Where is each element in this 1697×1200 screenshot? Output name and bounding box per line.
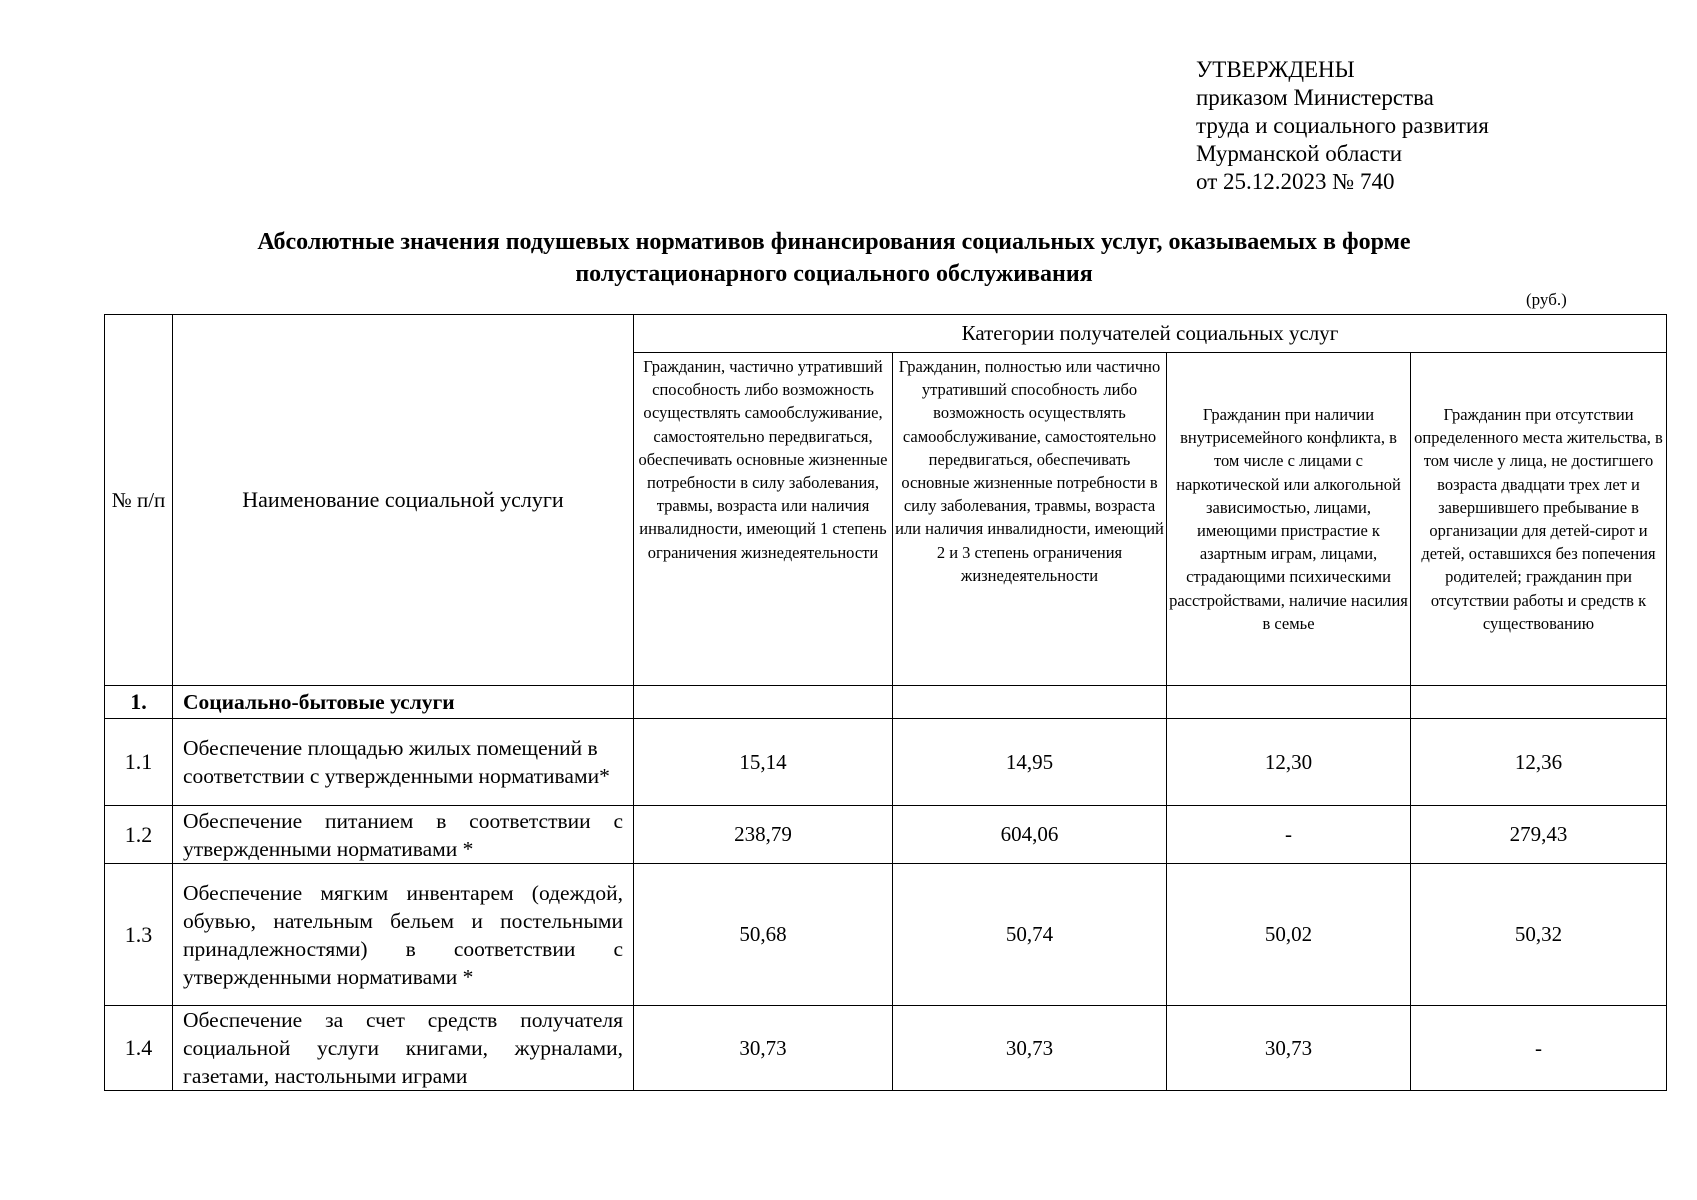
row-service-name: Обеспечение мягким инвентарем (одеждой, обувью, нательным бельем и постельными принадлежностями) в соответствии с утвержденными нормативами * <box>173 864 634 1006</box>
approval-stamp <box>1196 56 1489 196</box>
row-value: 50,74 <box>893 864 1167 1006</box>
approval-line: труда и социального развития <box>1196 113 1489 138</box>
title-line-1: Абсолютные значения подушевых нормативов финансирования социальных услуг, оказываемых в форме <box>257 229 1411 255</box>
row-service-name: Обеспечение питанием в соответствии с утвержденными нормативами * <box>173 806 634 864</box>
table-row <box>105 1006 1667 1091</box>
row-number: 1.4 <box>105 1006 173 1091</box>
header-category-2: Гражданин, полностью или частично утративший способность либо возможность осуществлять самообслуживание, самостоятельно передвигаться, обеспечивать основные жизненные потребности в силу заболевания, травмы, возраста или наличия инвалидности, имеющий 2 и 3 степень ограничения жизнедеятельности <box>893 353 1167 686</box>
currency-unit: (руб.) <box>1526 290 1567 309</box>
table-row <box>105 719 1667 806</box>
header-service-name: Наименование социальной услуги <box>173 315 634 686</box>
empty-cell <box>1167 686 1411 719</box>
row-value: 30,73 <box>634 1006 893 1091</box>
empty-cell <box>893 686 1167 719</box>
row-value: 14,95 <box>893 719 1167 806</box>
row-number: 1.2 <box>105 806 173 864</box>
row-value: 238,79 <box>634 806 893 864</box>
header-number: № п/п <box>105 315 173 686</box>
header-categories: Категории получателей социальных услуг <box>634 315 1667 353</box>
section-number: 1. <box>105 686 173 719</box>
approval-line: приказом Министерства <box>1196 85 1434 110</box>
approval-line: УТВЕРЖДЕНЫ <box>1196 57 1355 82</box>
row-value: 50,68 <box>634 864 893 1006</box>
row-value: 604,06 <box>893 806 1167 864</box>
row-value: 15,14 <box>634 719 893 806</box>
row-number: 1.3 <box>105 864 173 1006</box>
norms-table <box>104 314 1667 1091</box>
table-row <box>105 864 1667 1006</box>
row-value: 12,30 <box>1167 719 1411 806</box>
row-value: - <box>1167 806 1411 864</box>
approval-line: от 25.12.2023 № 740 <box>1196 169 1395 194</box>
row-value: 30,73 <box>893 1006 1167 1091</box>
empty-cell <box>1411 686 1667 719</box>
row-value: 50,32 <box>1411 864 1667 1006</box>
document-title <box>104 226 1564 290</box>
title-line-2: полустационарного социального обслуживания <box>575 261 1093 287</box>
empty-cell <box>634 686 893 719</box>
row-value: 279,43 <box>1411 806 1667 864</box>
row-value: - <box>1411 1006 1667 1091</box>
row-service-name: Обеспечение за счет средств получателя социальной услуги книгами, журналами, газетами, настольными играми <box>173 1006 634 1091</box>
header-category-4: Гражданин при отсутствии определенного места жительства, в том числе у лица, не достигшего возраста двадцати трех лет и завершившего пребывание в организации для детей-сирот и детей, оставшихся без попечения родителей; гражданин при отсутствии работы и средств к существованию <box>1411 353 1667 686</box>
table-row <box>105 806 1667 864</box>
section-row <box>105 686 1667 719</box>
header-category-1: Гражданин, частично утративший способность либо возможность осуществлять самообслуживание, самостоятельно передвигаться, обеспечивать основные жизненные потребности в силу заболевания, травмы, возраста или наличия инвалидности, имеющий 1 степень ограничения жизнедеятельности <box>634 353 893 686</box>
row-service-name: Обеспечение площадью жилых помещений в соответствии с утвержденными нормативами* <box>173 719 634 806</box>
row-number: 1.1 <box>105 719 173 806</box>
header-row-categories <box>105 315 1667 353</box>
section-name: Социально-бытовые услуги <box>173 686 634 719</box>
approval-line: Мурманской области <box>1196 141 1403 166</box>
header-category-3: Гражданин при наличии внутрисемейного конфликта, в том числе с лицами с наркотической или алкогольной зависимостью, лицами, имеющими пристрастие к азартным играм, лицами, страдающими психическими расстройствами, наличие насилия в семье <box>1167 353 1411 686</box>
row-value: 50,02 <box>1167 864 1411 1006</box>
row-value: 30,73 <box>1167 1006 1411 1091</box>
row-value: 12,36 <box>1411 719 1667 806</box>
